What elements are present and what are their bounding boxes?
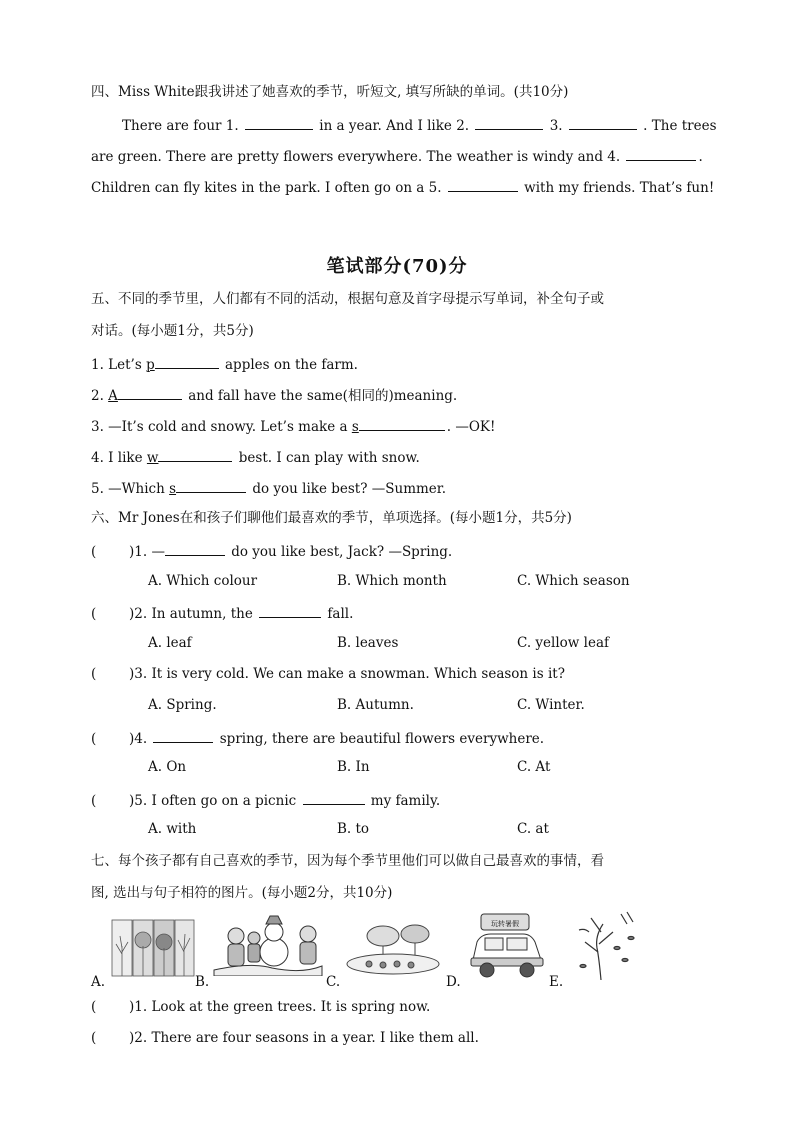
option-b[interactable]: B. Autumn. <box>337 697 414 713</box>
snowman-kids-picture[interactable] <box>212 912 324 976</box>
option-c[interactable]: C. at <box>517 821 549 837</box>
picnic-scene-picture[interactable] <box>343 916 443 976</box>
section5-item-2: 2. A and fall have the same(相同的)meaning. <box>91 385 457 405</box>
blank-2[interactable] <box>475 115 543 130</box>
option-c[interactable]: C. Winter. <box>517 697 585 713</box>
option-a[interactable]: A. On <box>148 759 187 775</box>
option-a[interactable]: A. Which colour <box>148 573 258 589</box>
fill-blank <box>153 728 213 743</box>
picture-label-e: E. <box>549 974 564 990</box>
fill-blank <box>165 541 225 556</box>
picture-label-d: D. <box>446 974 461 990</box>
picture-label-b: B. <box>195 974 210 990</box>
option-a[interactable]: A. Spring. <box>148 697 217 713</box>
option-c[interactable]: C. At <box>517 759 551 775</box>
fill-blank <box>259 603 321 618</box>
section4-line1: There are four 1. in a year. And I like 2. 3. . The trees <box>122 115 717 135</box>
option-a[interactable]: A. with <box>148 821 197 837</box>
option-a[interactable]: A. leaf <box>148 635 192 651</box>
fill-blank[interactable] <box>359 416 445 431</box>
four-seasons-trees-picture[interactable] <box>110 918 196 978</box>
mc-question-2: ( )2. In autumn, the fall. <box>91 603 353 623</box>
blank-3[interactable] <box>569 115 637 130</box>
section5-item-4: 4. I like w best. I can play with snow. <box>91 447 420 467</box>
fill-blank <box>303 790 365 805</box>
fill-blank[interactable] <box>158 447 232 462</box>
section5-heading-line2: 对话。(每小题1分，共5分) <box>91 323 254 339</box>
picture-question-2: ( )2. There are four seasons in a year. I like them all. <box>91 1030 479 1046</box>
fill-blank[interactable] <box>176 478 246 493</box>
section4-line3: Children can fly kites in the park. I often go on a 5. with my friends. That’s fun! <box>91 177 714 197</box>
blank-5[interactable] <box>448 177 518 192</box>
section7-heading-line1: 七、每个孩子都有自己喜欢的季节，因为每个季节里他们可以做自己最喜欢的事情，看 <box>91 853 604 869</box>
section4-line2: are green. There are pretty flowers everywhere. The weather is windy and 4. . <box>91 146 703 166</box>
option-b[interactable]: B. In <box>337 759 370 775</box>
blank-4[interactable] <box>626 146 696 161</box>
mc-question-1: ( )1. — do you like best, Jack? —Spring. <box>91 541 452 561</box>
section5-item-3: 3. —It’s cold and snowy. Let’s make a s . —OK! <box>91 416 495 436</box>
mc-question-3: ( )3. It is very cold. We can make a snowman. Which season is it? <box>91 666 565 682</box>
blank-1[interactable] <box>245 115 313 130</box>
picture-label-c: C. <box>326 974 341 990</box>
written-part-title: 笔试部分(70)分 <box>326 256 468 277</box>
section5-heading-line1: 五、不同的季节里，人们都有不同的活动，根据句意及首字母提示写单词，补全句子或 <box>91 291 604 307</box>
option-b[interactable]: B. Which month <box>337 573 447 589</box>
option-c[interactable]: C. Which season <box>517 573 630 589</box>
mc-question-5: ( )5. I often go on a picnic my family. <box>91 790 440 810</box>
option-b[interactable]: B. leaves <box>337 635 399 651</box>
windy-autumn-tree-picture[interactable] <box>571 908 641 982</box>
section7-heading-line2: 图, 选出与句子相符的图片。(每小题2分，共10分) <box>91 885 393 901</box>
fill-blank[interactable] <box>118 385 182 400</box>
fill-blank[interactable] <box>155 354 219 369</box>
summer-trip-car-picture[interactable] <box>465 910 547 982</box>
option-b[interactable]: B. to <box>337 821 370 837</box>
section5-item-1: 1. Let’s p apples on the farm. <box>91 354 358 374</box>
section6-heading: 六、Mr Jones在和孩子们聊他们最喜欢的季节，单项选择。(每小题1分，共5分) <box>91 510 572 526</box>
section5-item-5: 5. —Which s do you like best? —Summer. <box>91 478 446 498</box>
section4-heading: 四、Miss White跟我讲述了她喜欢的季节，听短文, 填写所缺的单词。(共10分) <box>91 84 569 100</box>
picture-label-a: A. <box>91 974 106 990</box>
option-c[interactable]: C. yellow leaf <box>517 635 610 651</box>
car-sign-text: 玩转暑假 <box>491 920 519 928</box>
picture-question-1: ( )1. Look at the green trees. It is spring now. <box>91 999 431 1015</box>
mc-question-4: ( )4. spring, there are beautiful flowers everywhere. <box>91 728 544 748</box>
